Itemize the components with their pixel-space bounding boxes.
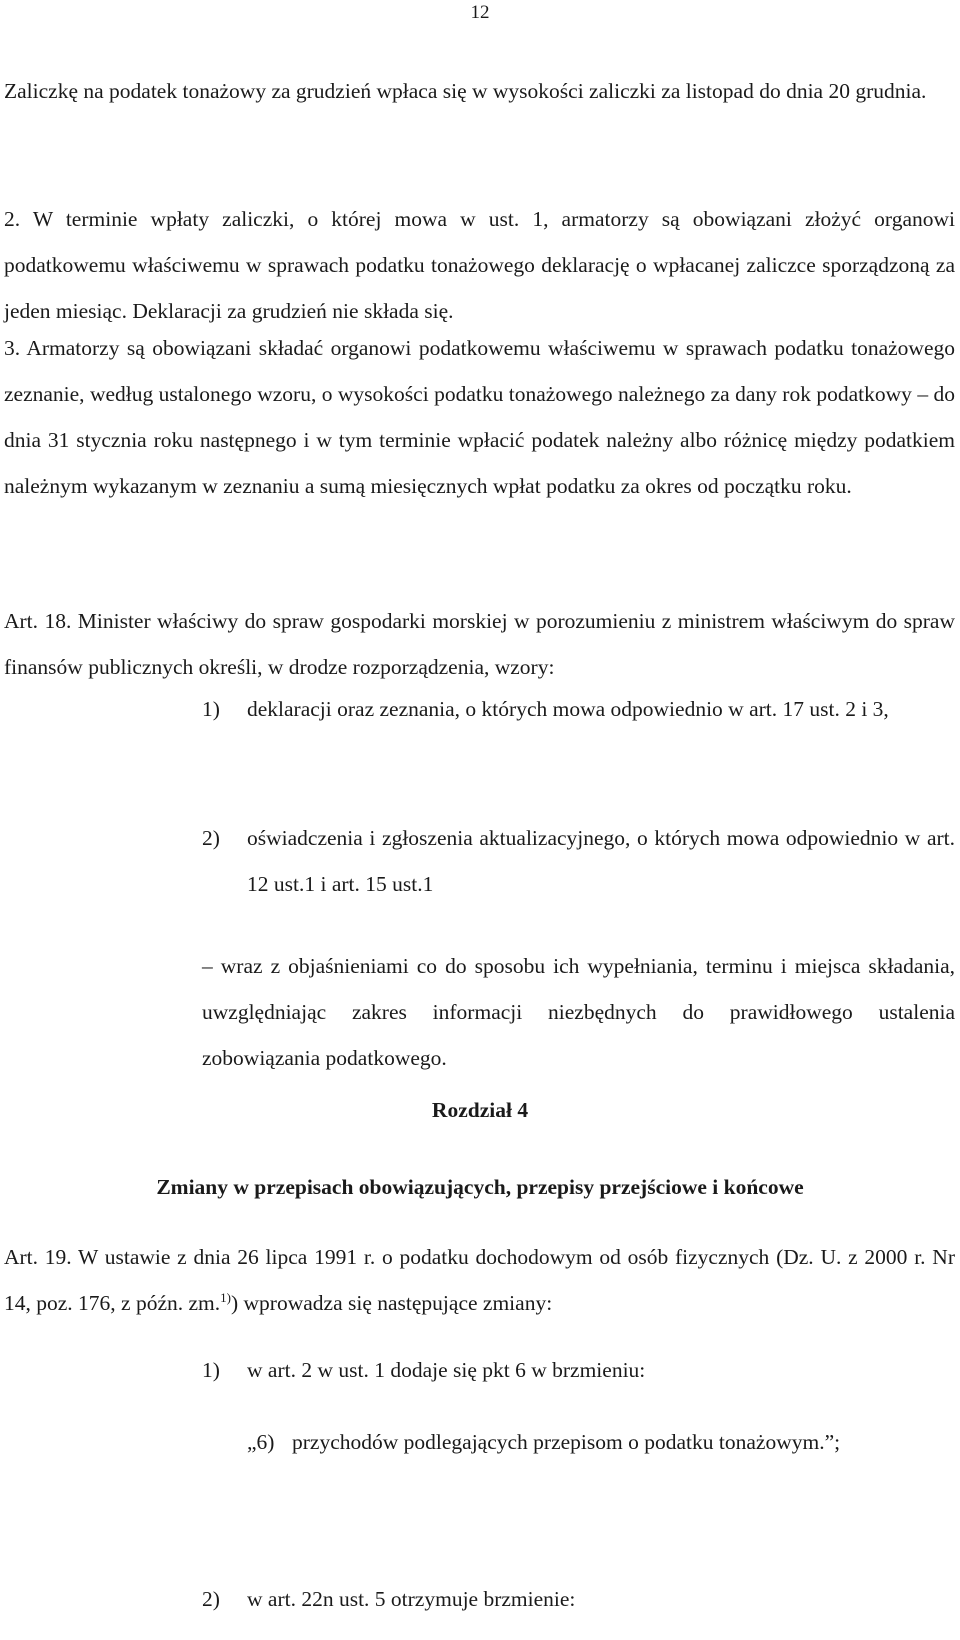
list-text: oświadczenia i zgłoszenia aktualizacyjnego, o których mowa odpowiednio w art. 12 ust.1 i art. 15 ust.1 xyxy=(247,826,955,896)
quoted-point-6 xyxy=(247,1419,955,1465)
list-number: 2) xyxy=(202,826,220,850)
list-text: przychodów podlegających przepisom o podatku tonażowym.”; xyxy=(292,1430,841,1454)
art19-text-end: ) wprowadza się następujące zmiany: xyxy=(231,1291,553,1315)
list-number: „6) xyxy=(247,1430,275,1454)
list-text: w art. 2 w ust. 1 dodaje się pkt 6 w brzmieniu: xyxy=(247,1358,646,1382)
paragraph-art-18: Art. 18. Minister właściwy do spraw gospodarki morskiej w porozumieniu z ministrem właściwym do spraw finansów publicznych określi, w drodze rozporządzenia, wzory: xyxy=(4,609,955,679)
paragraph-art-19 xyxy=(4,1234,955,1326)
list-number: 1) xyxy=(202,1358,220,1382)
art19-text: Art. 19. W ustawie z dnia 26 lipca 1991 r. o podatku dochodowym od osób fizycznych (Dz. U. z 2000 r. Nr 14, poz. 176, z późn. zm. xyxy=(4,1245,955,1315)
list-number: 1) xyxy=(202,697,220,721)
chapter-title: Zmiany w przepisach obowiązujących, przepisy przejściowe i końcowe xyxy=(156,1175,804,1199)
footnote-reference: 1) xyxy=(220,1289,231,1305)
art18-list-item-1 xyxy=(202,686,955,732)
list-text: w art. 22n ust. 5 otrzymuje brzmienie: xyxy=(247,1587,576,1611)
paragraph-zaliczka-grudzien: Zaliczkę na podatek tonażowy za grudzień wpłaca się w wysokości zaliczki za listopad do dnia 20 grudnia. xyxy=(4,79,927,103)
art18-list-item-2 xyxy=(202,815,955,907)
chapter-label: Rozdział 4 xyxy=(431,1098,529,1122)
art18-tail-paragraph: – wraz z objaśnieniami co do sposobu ich wypełniania, terminu i miejsca składania, uwzględniając zakres informacji niezbędnych do prawidłowego ustalenia zobowiązania podatkowego. xyxy=(202,954,955,1070)
list-text: deklaracji oraz zeznania, o których mowa odpowiednio w art. 17 ust. 2 i 3, xyxy=(247,697,889,721)
paragraph-ust-3: 3. Armatorzy są obowiązani składać organowi podatkowemu właściwemu w sprawach podatku tonażowego zeznanie, według ustalonego wzoru, o wysokości podatku tonażowego należnego za dany rok podatkowy – do dnia 31 stycznia roku następnego i w tym terminie wpłacić podatek należny albo różnicę między podatkiem należnym wykazanym w zeznaniu a sumą miesięcznych wpłat podatku za okres od początku roku. xyxy=(4,336,955,498)
art19-list-item-2 xyxy=(202,1576,955,1622)
list-number: 2) xyxy=(202,1587,220,1611)
paragraph-ust-2: 2. W terminie wpłaty zaliczki, o której mowa w ust. 1, armatorzy są obowiązani złożyć organowi podatkowemu właściwemu w sprawach podatku tonażowego deklarację o wpłacanej zaliczce sporządzoną za jeden miesiąc. Deklaracji za grudzień nie składa się. xyxy=(4,207,955,323)
page-number: 12 xyxy=(470,2,490,23)
art19-list-item-1 xyxy=(202,1347,955,1393)
